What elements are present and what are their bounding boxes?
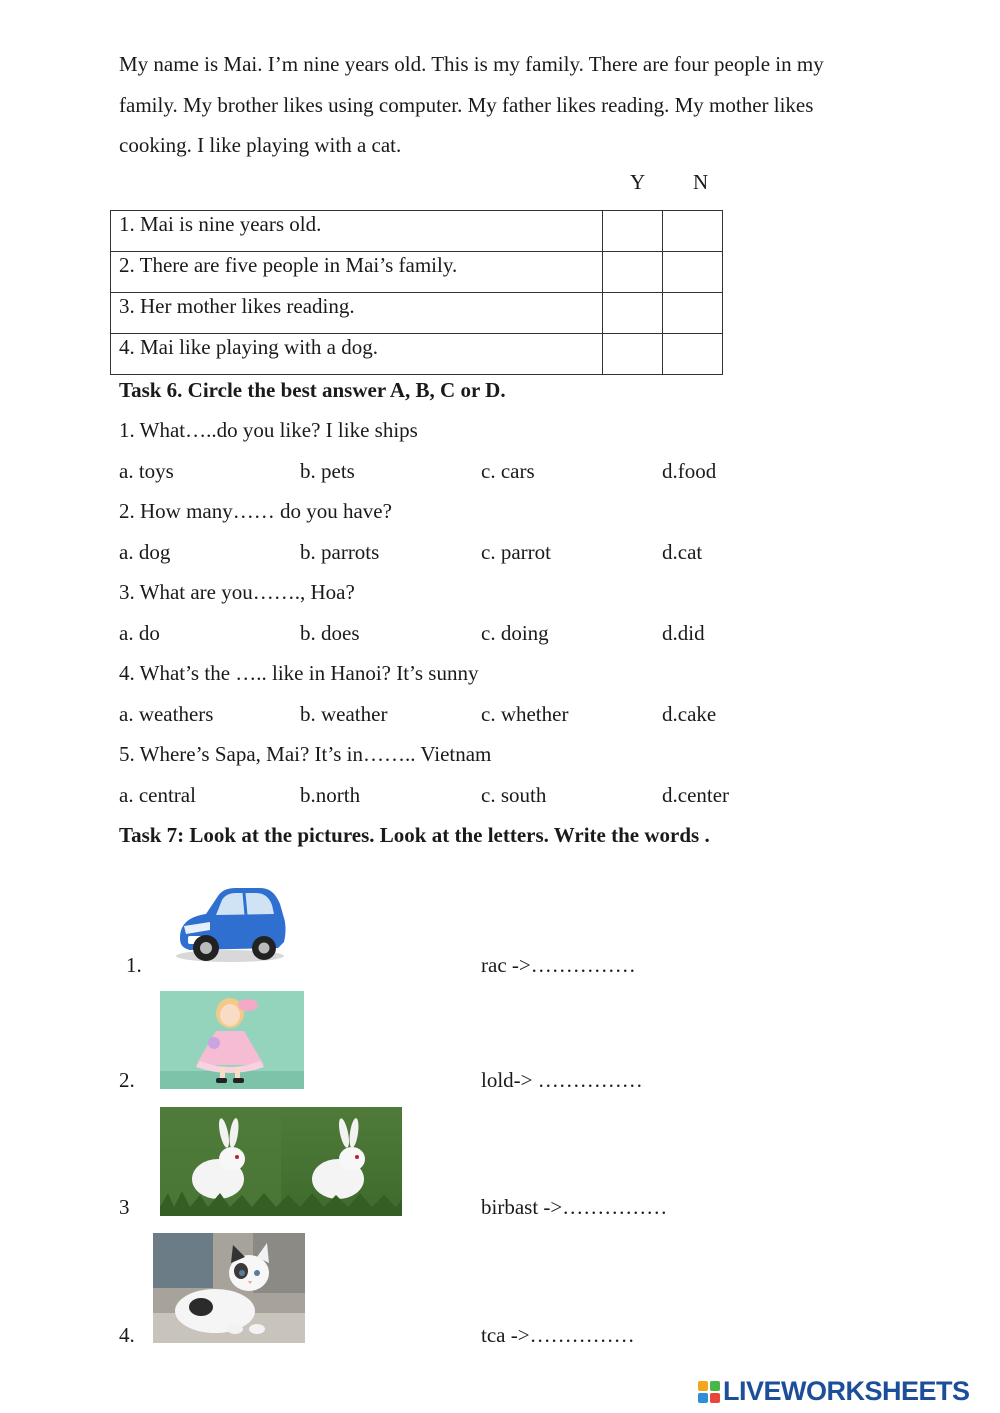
car-picture (170, 860, 290, 972)
car-icon (170, 860, 290, 972)
doll-picture (160, 991, 304, 1089)
logo-square (698, 1393, 708, 1403)
yes-answer-cell[interactable] (603, 334, 663, 375)
statement-cell: 3. Her mother likes reading. (111, 293, 603, 334)
option-b[interactable]: b. weather (300, 702, 388, 726)
option-a[interactable]: a. toys (119, 459, 174, 483)
doll-icon (160, 991, 304, 1089)
table-row (111, 293, 723, 334)
statement-cell: 4. Mai like playing with a dog. (111, 334, 603, 375)
task6-question-3: 3. What are you……., Hoa? (119, 580, 355, 604)
reading-passage (119, 44, 919, 166)
task6-question-2: 2. How many…… do you have? (119, 499, 392, 523)
rabbit-icon (160, 1107, 402, 1216)
no-answer-cell[interactable] (663, 293, 723, 334)
logo-square (710, 1393, 720, 1403)
cat-picture (153, 1233, 305, 1343)
option-b[interactable]: b. parrots (300, 540, 380, 564)
table-row (111, 334, 723, 375)
table-row (111, 211, 723, 252)
option-a[interactable]: a. weathers (119, 702, 214, 726)
option-a[interactable]: a. central (119, 783, 196, 807)
scrambled-word-1[interactable]: rac ->…………… (481, 953, 636, 977)
item-number: 1. (126, 953, 142, 977)
scrambled-word-3[interactable]: birbast ->…………… (481, 1195, 668, 1219)
item-number: 4. (119, 1323, 135, 1347)
scrambled-word-4[interactable]: tca ->…………… (481, 1323, 635, 1347)
no-answer-cell[interactable] (663, 211, 723, 252)
task6-question-5: 5. Where’s Sapa, Mai? It’s in…….. Vietnam (119, 742, 492, 766)
option-a[interactable]: a. dog (119, 540, 171, 564)
option-d[interactable]: d.did (662, 621, 705, 645)
logo-square (698, 1381, 708, 1391)
logo-mark-icon (698, 1381, 720, 1403)
option-c[interactable]: c. doing (481, 621, 549, 645)
reading-line-3: cooking. I like playing with a cat. (119, 133, 402, 157)
yes-answer-cell[interactable] (603, 293, 663, 334)
no-answer-cell[interactable] (663, 252, 723, 293)
option-d[interactable]: d.cake (662, 702, 717, 726)
yes-answer-cell[interactable] (603, 252, 663, 293)
true-false-table (110, 210, 723, 375)
reading-line-2: family. My brother likes using computer. My father likes reading. My mother likes (119, 92, 814, 117)
option-b[interactable]: b. does (300, 621, 360, 645)
option-c[interactable]: c. whether (481, 702, 569, 726)
table-row (111, 252, 723, 293)
task6-question-1: 1. What…..do you like? I like ships (119, 418, 418, 442)
option-c[interactable]: c. south (481, 783, 547, 807)
item-number: 2. (119, 1068, 135, 1092)
reading-line-1: My name is Mai. I’m nine years old. This is my family. There are four people in my (119, 52, 824, 76)
option-b[interactable]: b. pets (300, 459, 355, 483)
cat-icon (153, 1233, 305, 1343)
task6-question-4: 4. What’s the ….. like in Hanoi? It’s sunny (119, 661, 479, 685)
task6-title: Task 6. Circle the best answer A, B, C or D. (119, 378, 506, 402)
option-c[interactable]: c. cars (481, 459, 535, 483)
column-header-no: N (693, 170, 709, 194)
option-d[interactable]: d.food (662, 459, 717, 483)
option-d[interactable]: d.cat (662, 540, 703, 564)
liveworksheets-logo (698, 1376, 970, 1407)
no-answer-cell[interactable] (663, 334, 723, 375)
logo-square (710, 1381, 720, 1391)
option-b[interactable]: b.north (300, 783, 361, 807)
statement-cell: 2. There are five people in Mai’s family. (111, 252, 603, 293)
scrambled-word-2[interactable]: lold-> …………… (481, 1068, 643, 1092)
option-a[interactable]: a. do (119, 621, 160, 645)
logo-text: LIVEWORKSHEETS (723, 1376, 970, 1406)
statement-cell: 1. Mai is nine years old. (111, 211, 603, 252)
option-d[interactable]: d.center (662, 783, 730, 807)
option-c[interactable]: c. parrot (481, 540, 551, 564)
task7-title: Task 7: Look at the pictures. Look at the letters. Write the words . (119, 823, 710, 847)
item-number: 3 (119, 1195, 130, 1219)
column-header-yes: Y (630, 170, 646, 194)
yes-answer-cell[interactable] (603, 211, 663, 252)
rabbits-picture (160, 1107, 402, 1216)
